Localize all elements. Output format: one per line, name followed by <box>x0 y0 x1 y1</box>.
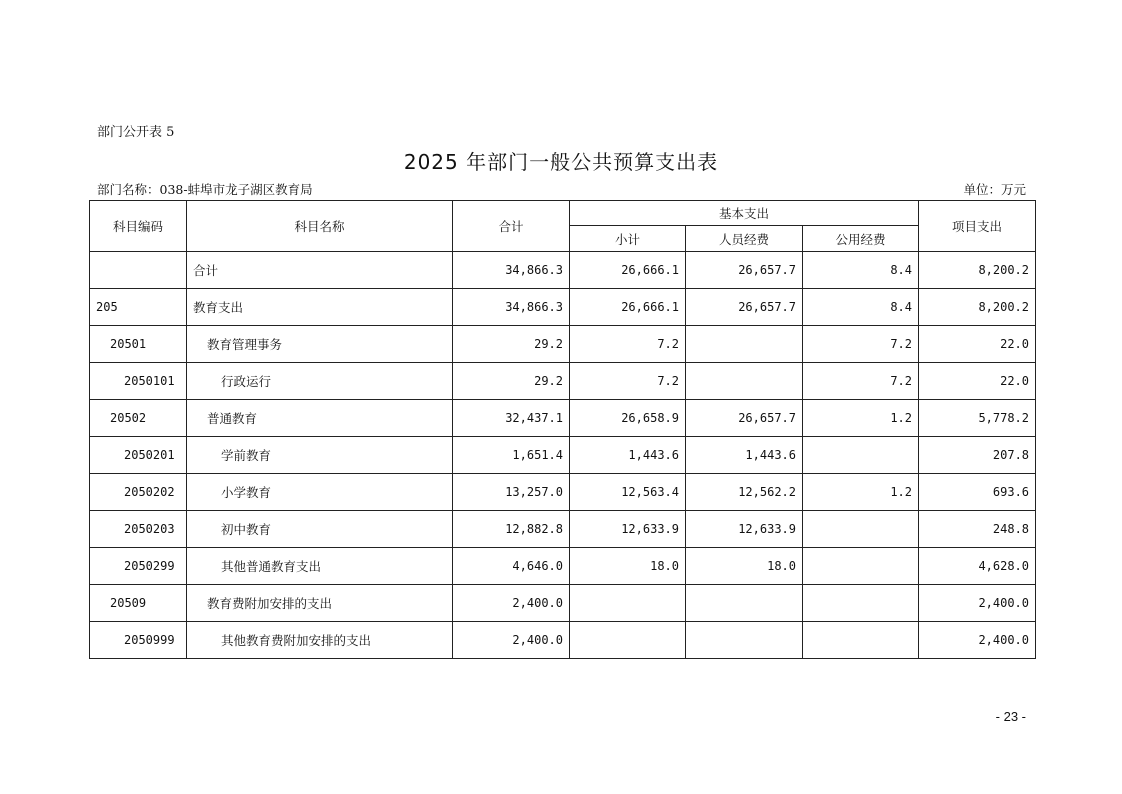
cell-name: 合计 <box>187 252 453 289</box>
cell-code: 2050999 <box>90 622 187 659</box>
table-row <box>90 326 1036 363</box>
cell-total: 4,646.0 <box>453 548 570 585</box>
header-subtotal: 小计 <box>570 226 686 252</box>
cell-code: 20509 <box>90 585 187 622</box>
cell-personnel: 26,657.7 <box>686 289 803 326</box>
cell-code <box>90 252 187 289</box>
cell-project: 207.8 <box>919 437 1036 474</box>
cell-public: 8.4 <box>803 252 919 289</box>
cell-total: 29.2 <box>453 326 570 363</box>
header-total: 合计 <box>453 201 570 252</box>
header-public: 公用经费 <box>803 226 919 252</box>
cell-personnel: 26,657.7 <box>686 252 803 289</box>
cell-public <box>803 437 919 474</box>
cell-subtotal: 1,443.6 <box>570 437 686 474</box>
table-row <box>90 474 1036 511</box>
cell-code: 205 <box>90 289 187 326</box>
cell-code: 2050202 <box>90 474 187 511</box>
cell-code: 2050203 <box>90 511 187 548</box>
cell-project: 22.0 <box>919 363 1036 400</box>
cell-subtotal: 18.0 <box>570 548 686 585</box>
cell-project: 693.6 <box>919 474 1036 511</box>
table-row <box>90 548 1036 585</box>
cell-total: 29.2 <box>453 363 570 400</box>
cell-code: 2050201 <box>90 437 187 474</box>
header-code: 科目编码 <box>90 201 187 252</box>
cell-personnel <box>686 622 803 659</box>
budget-table <box>89 200 1036 659</box>
cell-total: 12,882.8 <box>453 511 570 548</box>
table-row <box>90 363 1036 400</box>
cell-project: 22.0 <box>919 326 1036 363</box>
table-row <box>90 400 1036 437</box>
cell-personnel <box>686 363 803 400</box>
cell-name: 行政运行 <box>187 363 453 400</box>
cell-name: 普通教育 <box>187 400 453 437</box>
cell-personnel: 26,657.7 <box>686 400 803 437</box>
cell-subtotal: 26,666.1 <box>570 252 686 289</box>
cell-personnel: 18.0 <box>686 548 803 585</box>
cell-name: 学前教育 <box>187 437 453 474</box>
cell-total: 34,866.3 <box>453 252 570 289</box>
cell-total: 34,866.3 <box>453 289 570 326</box>
table-row <box>90 585 1036 622</box>
cell-project: 8,200.2 <box>919 252 1036 289</box>
cell-project: 4,628.0 <box>919 548 1036 585</box>
table-row <box>90 437 1036 474</box>
cell-subtotal: 12,633.9 <box>570 511 686 548</box>
cell-code: 20502 <box>90 400 187 437</box>
cell-public <box>803 585 919 622</box>
cell-name: 初中教育 <box>187 511 453 548</box>
table-row <box>90 289 1036 326</box>
cell-subtotal: 7.2 <box>570 326 686 363</box>
cell-project: 8,200.2 <box>919 289 1036 326</box>
cell-name: 其他普通教育支出 <box>187 548 453 585</box>
cell-name: 教育支出 <box>187 289 453 326</box>
cell-subtotal <box>570 585 686 622</box>
cell-total: 1,651.4 <box>453 437 570 474</box>
cell-total: 13,257.0 <box>453 474 570 511</box>
header-project-expenditure: 项目支出 <box>919 201 1036 252</box>
header-basic-expenditure: 基本支出 <box>570 201 919 226</box>
table-row <box>90 622 1036 659</box>
cell-project: 248.8 <box>919 511 1036 548</box>
cell-public: 7.2 <box>803 363 919 400</box>
cell-public: 1.2 <box>803 400 919 437</box>
table-row <box>90 252 1036 289</box>
table-row <box>90 511 1036 548</box>
cell-code: 2050299 <box>90 548 187 585</box>
cell-total: 32,437.1 <box>453 400 570 437</box>
cell-subtotal: 7.2 <box>570 363 686 400</box>
cell-code: 2050101 <box>90 363 187 400</box>
cell-project: 2,400.0 <box>919 622 1036 659</box>
cell-total: 2,400.0 <box>453 585 570 622</box>
cell-code: 20501 <box>90 326 187 363</box>
header-name: 科目名称 <box>187 201 453 252</box>
cell-subtotal: 26,666.1 <box>570 289 686 326</box>
cell-name: 教育管理事务 <box>187 326 453 363</box>
unit-label: 单位：万元 <box>963 182 1026 197</box>
cell-name: 小学教育 <box>187 474 453 511</box>
cell-public: 8.4 <box>803 289 919 326</box>
department-name: 部门名称：038-蚌埠市龙子湖区教育局 <box>97 182 313 197</box>
cell-name: 教育费附加安排的支出 <box>187 585 453 622</box>
cell-personnel: 12,562.2 <box>686 474 803 511</box>
cell-project: 2,400.0 <box>919 585 1036 622</box>
cell-personnel: 1,443.6 <box>686 437 803 474</box>
cell-public <box>803 622 919 659</box>
cell-subtotal <box>570 622 686 659</box>
cell-personnel <box>686 326 803 363</box>
cell-public: 7.2 <box>803 326 919 363</box>
header-personnel: 人员经费 <box>686 226 803 252</box>
cell-name: 其他教育费附加安排的支出 <box>187 622 453 659</box>
cell-total: 2,400.0 <box>453 622 570 659</box>
cell-subtotal: 26,658.9 <box>570 400 686 437</box>
cell-personnel: 12,633.9 <box>686 511 803 548</box>
page-title: 2025 年部门一般公共预算支出表 <box>403 150 719 174</box>
cell-public <box>803 511 919 548</box>
document-label: 部门公开表 5 <box>97 125 175 140</box>
cell-personnel <box>686 585 803 622</box>
cell-subtotal: 12,563.4 <box>570 474 686 511</box>
cell-project: 5,778.2 <box>919 400 1036 437</box>
cell-public: 1.2 <box>803 474 919 511</box>
cell-public <box>803 548 919 585</box>
page-number: - 23 - <box>995 709 1026 724</box>
